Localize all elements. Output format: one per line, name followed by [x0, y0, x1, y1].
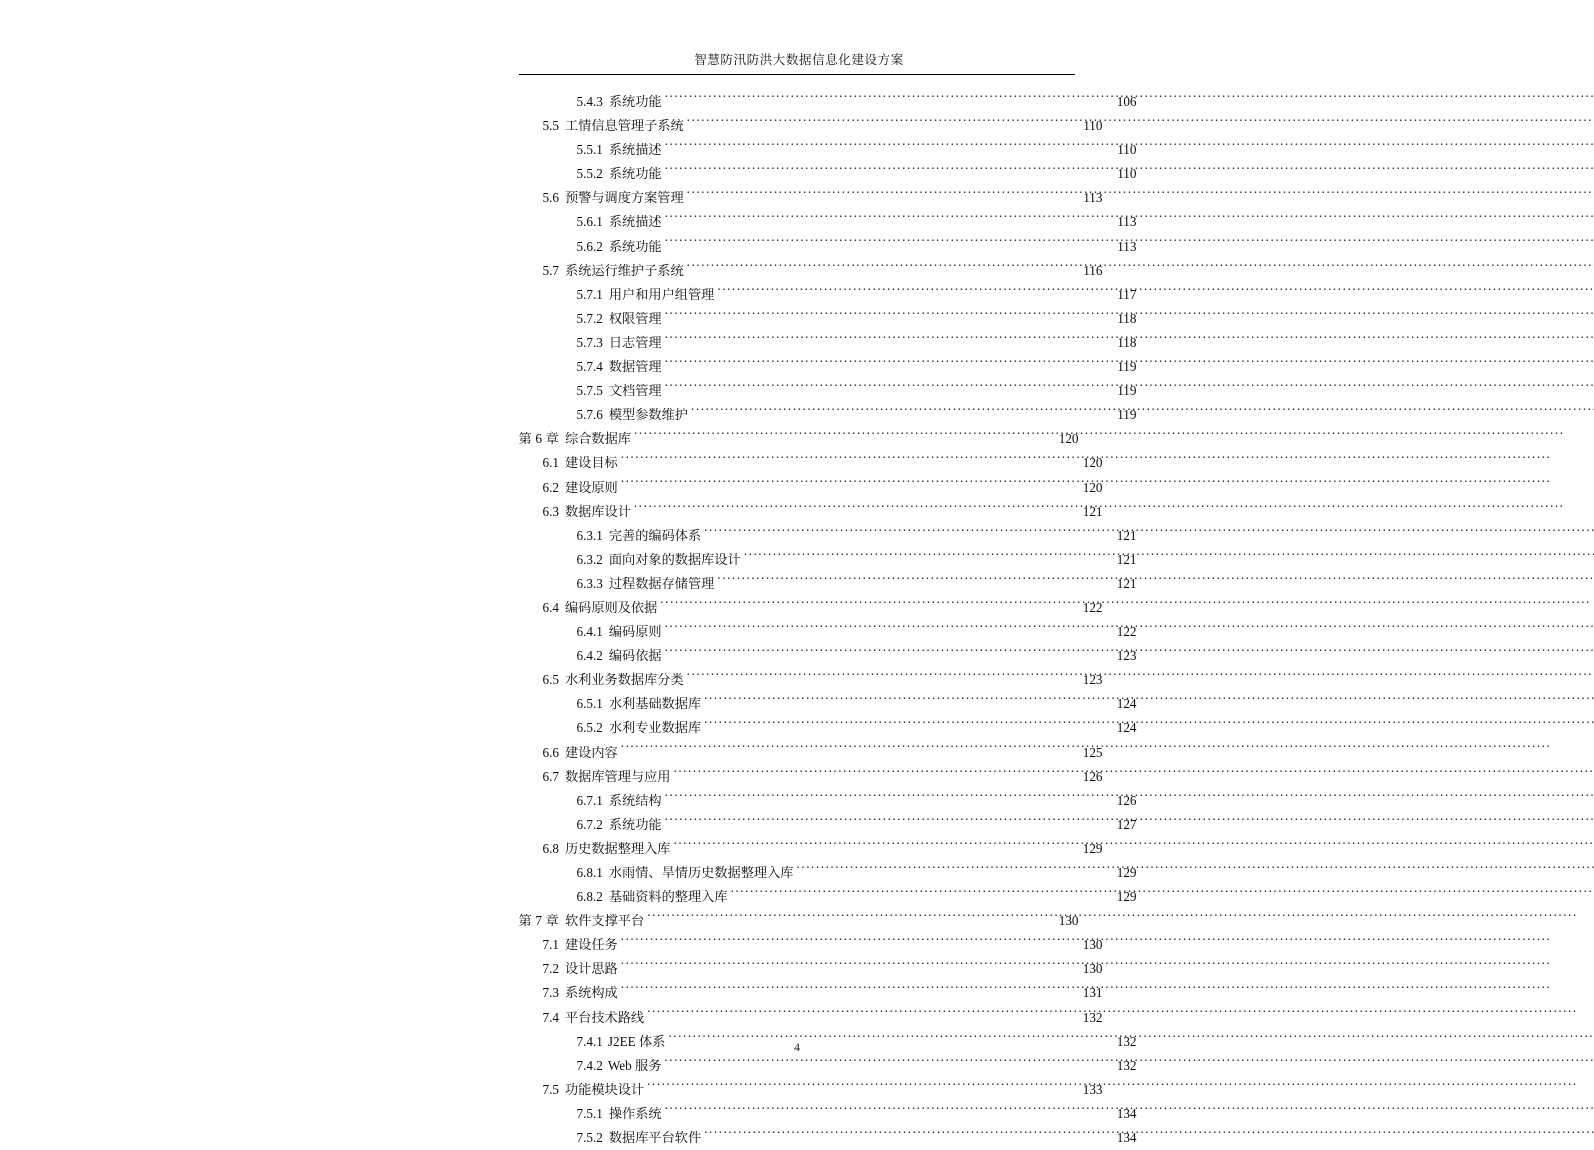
toc-entry-page-number: 121 [1116, 575, 1137, 591]
toc-entry-label: 数据库管理与应用 [564, 768, 671, 784]
toc-entry-page-number: 120 [1058, 431, 1079, 447]
toc-entry-label: 水利专业数据库 [608, 720, 702, 736]
toc-entry-label: 系统构成 [564, 985, 618, 1001]
toc-entry-number: 6.7.1 [576, 792, 603, 808]
toc-entry-label: 建设原则 [564, 479, 618, 495]
toc-entry-page-number: 119 [1117, 407, 1137, 423]
toc-entry-label: 面向对象的数据库设计 [608, 551, 741, 567]
toc-entry-page-number: 119 [1117, 383, 1137, 399]
toc-leader-dots [704, 1129, 1109, 1142]
toc-entry-number: 7.1 [542, 937, 559, 953]
toc-entry-page-number: 117 [1117, 286, 1137, 302]
toc-entry-page-number: 125 [1082, 744, 1103, 760]
toc-entry-page-number: 106 [1116, 94, 1137, 109]
toc-entry-page-number: 132 [1116, 1057, 1137, 1073]
toc-entry-number: 5.5.2 [576, 166, 603, 182]
toc-entry-label: 系统描述 [608, 142, 662, 158]
toc-entry-label: 模型参数维护 [608, 407, 688, 423]
toc-entry-number: 6.8.1 [576, 865, 603, 880]
toc-entry-page-number: 132 [1082, 1009, 1103, 1025]
toc-entry-number: 7.5 [542, 1081, 559, 1097]
toc-entry-page-number: 132 [1116, 1033, 1137, 1049]
toc-entry-page-number: 123 [1082, 672, 1103, 688]
toc-entry-label: 工情信息管理子系统 [564, 118, 684, 134]
toc-entry-page-number: 118 [1117, 334, 1137, 350]
toc-entry-page-number: 122 [1116, 624, 1137, 640]
toc-entry-number: 6.4.2 [576, 648, 603, 664]
toc-entry-page-number: 129 [1082, 840, 1103, 856]
toc-entry-label: 历史数据整理入库 [564, 840, 671, 856]
toc-entry-page-number: 130 [1082, 961, 1103, 977]
toc-entry-label: 用户和用户组管理 [608, 286, 715, 302]
toc-entry-number: 5.7.6 [576, 407, 603, 423]
toc-entry-number: 5.7.5 [576, 383, 603, 399]
header-title: 智慧防汛防洪大数据信息化建设方案 [694, 53, 904, 67]
toc-entry-number: 7.5.1 [576, 1105, 603, 1121]
toc-entry-page-number: 134 [1116, 1130, 1137, 1146]
toc-entry-label: 预警与调度方案管理 [564, 190, 684, 206]
toc-entry-number: 6.5.2 [576, 720, 603, 736]
toc-entry-page-number: 126 [1082, 768, 1103, 784]
toc-entry-label: 建设目标 [564, 455, 618, 471]
toc-entry-label: 水利基础数据库 [608, 696, 702, 712]
toc-entry-label: 编码原则及依据 [564, 599, 658, 615]
toc-entry-number: 7.2 [542, 961, 559, 977]
toc-entry-page-number: 129 [1116, 889, 1137, 905]
toc-entry-number: 6.3.2 [576, 551, 603, 567]
toc-entry-number: 7.4.1 [576, 1033, 603, 1049]
toc-entry-label: 系统功能 [608, 166, 662, 182]
toc-entry-page-number: 110 [1117, 166, 1137, 182]
toc-entry-number: 5.7.4 [576, 359, 603, 375]
toc-entry-label: 系统运行维护子系统 [564, 262, 684, 278]
toc-entry-label: 权限管理 [608, 310, 662, 326]
toc-entry-number: 7.4.2 [576, 1057, 603, 1073]
toc-entry-page-number: 126 [1116, 792, 1137, 808]
toc-entry[interactable] [519, 1126, 1137, 1150]
toc-entry-label: 水利业务数据库分类 [564, 672, 684, 688]
toc-entry-number: 6.3.1 [576, 527, 603, 543]
toc-entry-label: 数据库平台软件 [608, 1130, 702, 1146]
toc-entry-label: 编码原则 [608, 624, 662, 640]
toc-entry-number: 第 7 章 [518, 913, 560, 929]
toc-entry-page-number: 131 [1082, 985, 1103, 1001]
toc-entry-label: 建设内容 [564, 744, 618, 760]
toc-entry-label: 系统功能 [608, 94, 662, 109]
toc-entry-label: 系统功能 [608, 816, 662, 832]
toc-entry-page-number: 119 [1117, 359, 1137, 375]
toc-entry-number: 7.5.2 [576, 1130, 603, 1146]
toc-entry-page-number: 116 [1083, 262, 1103, 278]
toc-entry-page-number: 124 [1116, 720, 1137, 736]
toc-entry-label: 建设任务 [564, 937, 618, 953]
toc-entry-label: Web 服务 [607, 1057, 662, 1073]
toc-entry-number: 6.2 [542, 479, 559, 495]
toc-entry-label: 水雨情、旱情历史数据整理入库 [608, 865, 794, 880]
toc-entry-number: 5.7 [542, 262, 559, 278]
table-of-contents [518, 90, 1137, 1150]
toc-entry-page-number: 124 [1116, 696, 1137, 712]
toc-entry-number: 6.7 [542, 768, 559, 784]
toc-entry-page-number: 121 [1116, 551, 1137, 567]
toc-entry-page-number: 118 [1117, 310, 1137, 326]
toc-entry-label: J2EE 体系 [607, 1033, 666, 1049]
toc-entry-label: 数据库设计 [564, 503, 631, 519]
document-page [401, 0, 1194, 1146]
toc-entry-number: 5.5.1 [576, 142, 603, 158]
toc-entry-number: 第 6 章 [518, 431, 560, 447]
toc-entry-number: 5.6.1 [576, 214, 603, 230]
toc-entry-number: 6.8.2 [576, 889, 603, 905]
toc-entry-number: 5.4.3 [576, 94, 603, 109]
header-divider [519, 74, 1075, 75]
toc-entry-label: 文档管理 [608, 383, 662, 399]
toc-entry-page-number: 113 [1117, 214, 1137, 230]
toc-entry-page-number: 123 [1116, 648, 1137, 664]
toc-entry-page-number: 110 [1117, 142, 1137, 158]
toc-entry-page-number: 120 [1082, 479, 1103, 495]
toc-entry-number: 5.7.3 [576, 334, 603, 350]
toc-entry-number: 6.3 [542, 503, 559, 519]
toc-entry-label: 数据管理 [608, 359, 662, 375]
toc-entry-label: 编码依据 [608, 648, 662, 664]
toc-entry-label: 功能模块设计 [564, 1081, 645, 1097]
toc-entry-label: 系统结构 [608, 792, 662, 808]
toc-entry-number: 5.7.1 [576, 286, 603, 302]
toc-entry-label: 软件支撑平台 [565, 913, 645, 929]
toc-entry-label: 系统功能 [608, 238, 662, 254]
toc-entry-page-number: 130 [1058, 913, 1079, 929]
toc-entry-number: 6.3.3 [576, 575, 603, 591]
toc-entry-number: 6.5 [542, 672, 559, 688]
toc-entry-label: 过程数据存储管理 [608, 575, 715, 591]
toc-entry-number: 6.7.2 [576, 816, 603, 832]
toc-entry-label: 完善的编码体系 [608, 527, 702, 543]
toc-entry-number: 6.5.1 [576, 696, 603, 712]
toc-entry-page-number: 122 [1082, 599, 1103, 615]
toc-entry-page-number: 113 [1083, 190, 1103, 206]
toc-entry-number: 5.6.2 [576, 238, 603, 254]
toc-entry-page-number: 129 [1116, 865, 1137, 880]
toc-entry-number: 6.4 [542, 599, 559, 615]
toc-entry-number: 6.6 [542, 744, 559, 760]
running-header [401, 52, 1194, 75]
toc-entry-page-number: 110 [1083, 118, 1103, 134]
toc-entry-label: 设计思路 [564, 961, 618, 977]
toc-entry-number: 7.4 [542, 1009, 559, 1025]
toc-entry-label: 日志管理 [608, 334, 662, 350]
toc-entry-page-number: 130 [1082, 937, 1103, 953]
toc-entry-label: 综合数据库 [565, 431, 631, 447]
toc-entry-page-number: 121 [1082, 503, 1103, 519]
toc-entry-number: 5.7.2 [576, 310, 603, 326]
toc-entry-number: 6.1 [542, 455, 559, 471]
toc-entry-number: 6.4.1 [576, 624, 603, 640]
toc-entry-page-number: 127 [1116, 816, 1137, 832]
toc-entry-page-number: 113 [1117, 238, 1137, 254]
toc-entry-label: 基础资料的整理入库 [608, 889, 728, 905]
toc-entry-page-number: 120 [1082, 455, 1103, 471]
toc-entry-label: 平台技术路线 [564, 1009, 645, 1025]
toc-entry-page-number: 134 [1116, 1105, 1137, 1121]
toc-entry-number: 7.3 [542, 985, 559, 1001]
toc-entry-page-number: 133 [1082, 1081, 1103, 1097]
toc-entry-number: 6.8 [542, 840, 559, 856]
toc-entry-number: 5.5 [542, 118, 559, 134]
footer-page-number: 4 [794, 1040, 800, 1054]
toc-entry-label: 操作系统 [608, 1105, 662, 1121]
toc-entry-page-number: 121 [1116, 527, 1137, 543]
toc-entry-label: 系统描述 [608, 214, 662, 230]
toc-entry-number: 5.6 [542, 190, 559, 206]
